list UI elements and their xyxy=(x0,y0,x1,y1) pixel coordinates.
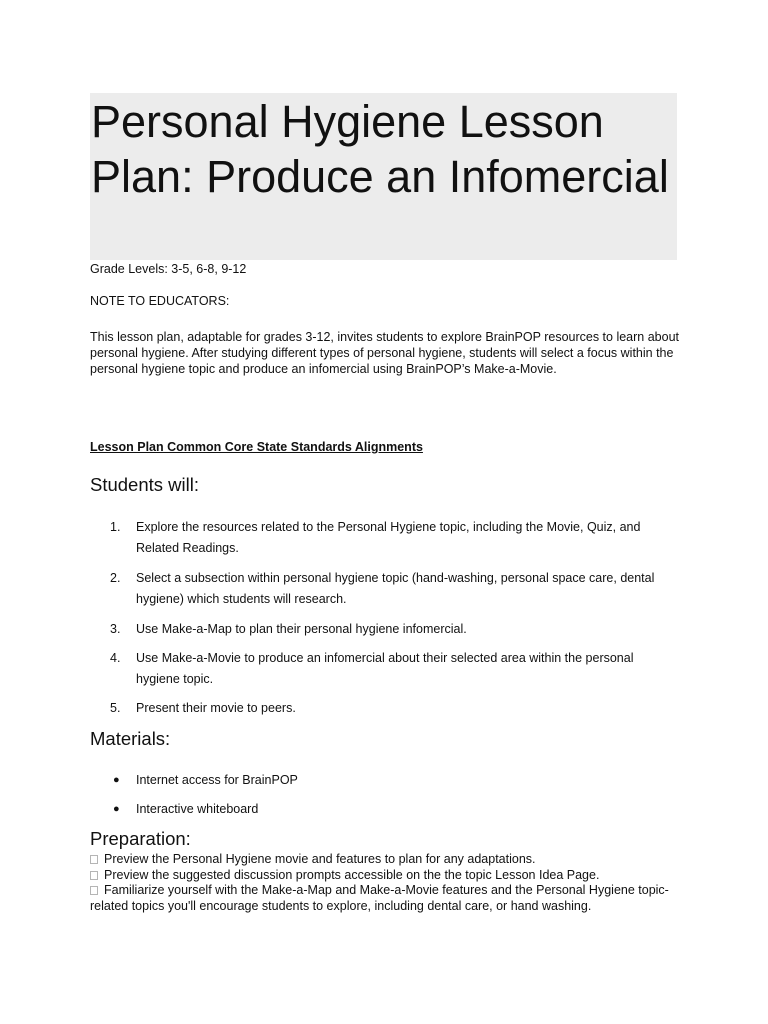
page-title: Personal Hygiene Lesson Plan: Produce an Infomercial xyxy=(91,96,669,202)
objective-item xyxy=(90,648,680,690)
bullet-icon: ● xyxy=(113,803,120,815)
note-heading: NOTE TO EDUCATORS: xyxy=(90,294,230,308)
material-item xyxy=(90,799,680,820)
objective-item xyxy=(90,698,680,719)
preparation-item xyxy=(90,867,690,883)
material-text: Internet access for BrainPOP xyxy=(136,773,298,787)
objective-item xyxy=(90,619,680,640)
checkbox-icon xyxy=(90,886,98,895)
objective-text: Explore the resources related to the Personal Hygiene topic, including the Movie, Quiz, and Related Readings. xyxy=(136,520,641,555)
intro-paragraph: This lesson plan, adaptable for grades 3-12, invites students to explore BrainPOP resources to learn about personal hygiene. After studying different types of personal hygiene, students will select a focus within the personal hygiene topic and produce an infomercial using BrainPOP’s Make-a-Movie. xyxy=(90,330,680,376)
preparation-text: Preview the suggested discussion prompts accessible on the the topic Lesson Idea Page. xyxy=(104,868,600,882)
objective-text: Select a subsection within personal hygiene topic (hand-washing, personal space care, dental hygiene) which students will research. xyxy=(136,571,655,606)
bullet-icon: ● xyxy=(113,774,120,786)
preparation-heading: Preparation: xyxy=(90,828,191,849)
objective-text: Use Make-a-Map to plan their personal hygiene infomercial. xyxy=(136,622,467,636)
objective-item xyxy=(90,517,680,559)
preparation-text: Familiarize yourself with the Make-a-Map and Make-a-Movie features and the Personal Hygiene topic-related topics you'll encourage students to explore, including dental care, or hand washing. xyxy=(90,883,669,913)
students-will-heading: Students will: xyxy=(90,474,199,495)
material-text: Interactive whiteboard xyxy=(136,802,259,816)
preparation-item xyxy=(90,882,690,914)
list-number: 2. xyxy=(110,571,121,585)
standards-link[interactable]: Lesson Plan Common Core State Standards Alignments xyxy=(90,440,423,454)
list-number: 1. xyxy=(110,520,121,534)
objective-text: Use Make-a-Movie to produce an infomercial about their selected area within the personal hygiene topic. xyxy=(136,651,634,686)
checkbox-icon xyxy=(90,855,98,864)
objective-item xyxy=(90,568,680,610)
grade-levels: Grade Levels: 3-5, 6-8, 9-12 xyxy=(90,262,247,276)
materials-heading: Materials: xyxy=(90,728,171,749)
material-item xyxy=(90,770,680,791)
checkbox-icon xyxy=(90,871,98,880)
list-number: 5. xyxy=(110,701,121,715)
preparation-text: Preview the Personal Hygiene movie and features to plan for any adaptations. xyxy=(104,852,536,866)
list-number: 3. xyxy=(110,622,121,636)
objective-text: Present their movie to peers. xyxy=(136,701,296,715)
preparation-item xyxy=(90,851,690,867)
list-number: 4. xyxy=(110,651,121,665)
